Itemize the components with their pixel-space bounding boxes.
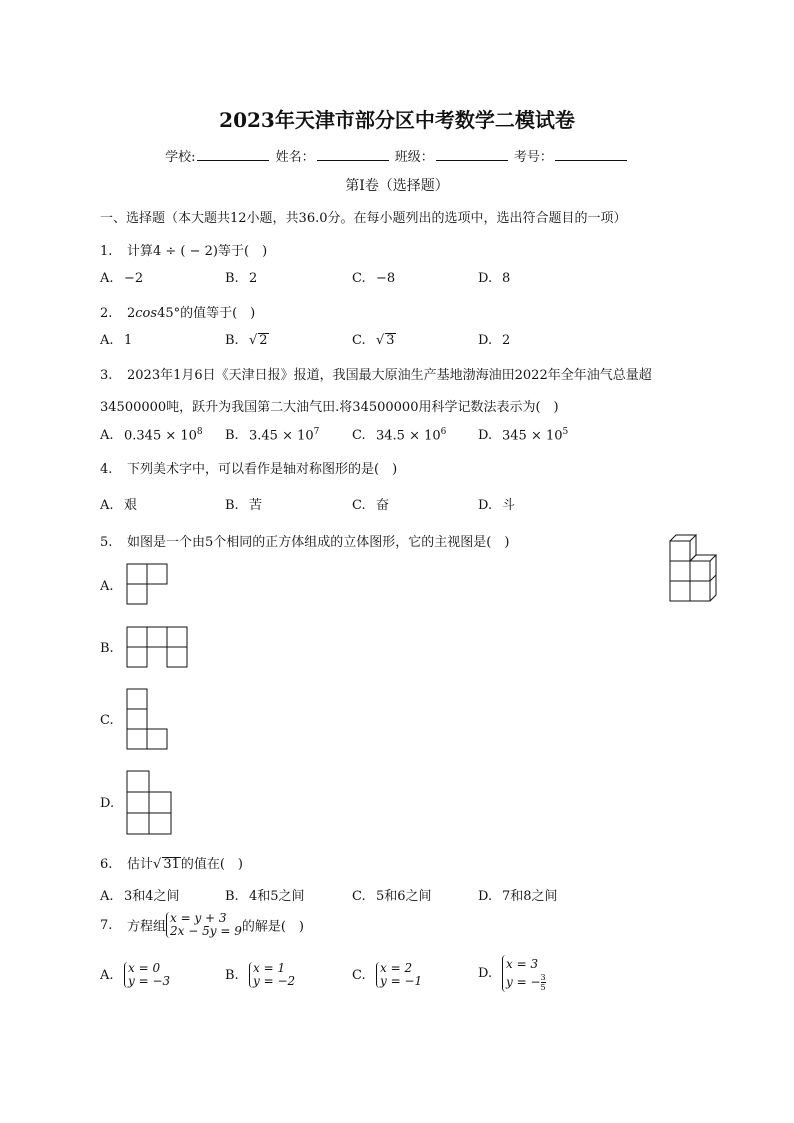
question-1 [100, 240, 267, 259]
q5-option-a[interactable]: A. [100, 579, 114, 594]
q2-option-b[interactable]: B. √ 2 [225, 333, 268, 348]
number-label: 考号： [513, 150, 553, 165]
q6-option-d[interactable]: D. 7和8之间 [478, 889, 558, 904]
q1-option-d[interactable]: D. 8 [478, 271, 511, 286]
question-number: 1. [100, 244, 113, 259]
name-blank[interactable] [317, 150, 389, 161]
q5-option-b-figure [126, 626, 190, 670]
question-text: 计算4 ÷ ( − 2)等于( ) [127, 244, 268, 259]
q3-option-b[interactable]: B. $3.45 \times 10^7$ [225, 427, 320, 444]
question-number: 7. [100, 917, 113, 933]
volume-heading: 第Ⅰ卷（选择题） [345, 178, 449, 194]
question-4: 4. 下列美术字中，可以看作是轴对称图形的是( ) [100, 462, 398, 477]
section-heading: 一、选择题（本大题共12小题，共36.0分。在每小题列出的选项中，选出符合题目的一项） [100, 211, 627, 226]
q7-option-c[interactable]: C. x = 2 y = −1 [352, 961, 423, 988]
question-number: 5. [100, 535, 113, 550]
q3-option-d[interactable]: D. $345 \times 10^5$ [478, 427, 569, 444]
class-blank[interactable] [436, 150, 508, 161]
q7-option-b[interactable]: B. x = 1 y = −2 [225, 961, 296, 988]
question-number: 4. [100, 462, 113, 477]
equation-system: x = y + 3 2x − 5y = 9 [166, 912, 242, 938]
question-3-line-2: 34500000吨，跃升为我国第二大油气田.将34500000用科学记数法表示为( ) [100, 400, 559, 415]
question-number: 3. [100, 368, 113, 383]
q5-option-a-figure [126, 563, 170, 607]
q4-option-b[interactable]: B. 苦 [225, 498, 263, 513]
q4-option-a[interactable]: A. 艰 [100, 498, 138, 513]
q5-option-c-figure [126, 688, 170, 752]
q7-option-a[interactable]: A. x = 0 y = −3 [100, 961, 171, 988]
q4-option-d[interactable]: D. 斗 [478, 498, 516, 513]
q5-option-b[interactable]: B. [100, 641, 114, 656]
question-6: 6. 估计√ 31的值在( ) [100, 857, 244, 872]
q7-option-d[interactable]: D.x = 3 y = − $\frac{3}{5}$ [478, 957, 546, 992]
q3-option-c[interactable]: C. $34.5 \times 10^6$ [352, 427, 447, 444]
question-2: 2. 2cos45°的值等于( ) [100, 306, 256, 321]
exam-title: 2023年天津市部分区中考数学二模试卷 [219, 108, 575, 132]
q5-option-d[interactable]: D. [100, 796, 115, 811]
q1-option-b[interactable]: B. 2 [225, 271, 258, 286]
question-number: 6. [100, 857, 113, 872]
q6-option-c[interactable]: C. 5和6之间 [352, 889, 432, 904]
q2-option-a[interactable]: A. 1 [100, 333, 133, 348]
question-7: 7. 方程组x = y + 3 2x − 5y = 9的解是( ) [100, 911, 304, 938]
q5-option-c[interactable]: C. [100, 713, 114, 728]
question-3: 3. 2023年1月6日《天津日报》报道，我国最大原油生产基地渤海油田2022年全年油气总量超 [100, 368, 652, 383]
school-blank[interactable] [197, 150, 269, 161]
name-label: 姓名： [275, 150, 315, 165]
q5-option-d-figure [126, 770, 174, 836]
school-label: 学校: [165, 150, 196, 165]
cube-solid-figure [668, 533, 722, 605]
class-label: 班级： [394, 150, 434, 165]
q4-option-c[interactable]: C. 奋 [352, 498, 390, 513]
q3-option-a[interactable]: A. $0.345 \times 10^8$ [100, 427, 203, 444]
q1-option-c[interactable]: C. −8 [352, 271, 396, 286]
number-blank[interactable] [555, 150, 627, 161]
q2-option-d[interactable]: D. 2 [478, 333, 511, 348]
q2-option-c[interactable]: C. √ 3 [352, 333, 395, 348]
q6-option-a[interactable]: A. 3和4之间 [100, 889, 180, 904]
question-number: 2. [100, 306, 113, 321]
q6-option-b[interactable]: B. 4和5之间 [225, 889, 305, 904]
question-5: 5. 如图是一个由5个相同的正方体组成的立体图形，它的主视图是( ) [100, 535, 510, 550]
student-info-line [0, 146, 794, 165]
q1-option-a[interactable]: A. −2 [100, 271, 144, 286]
